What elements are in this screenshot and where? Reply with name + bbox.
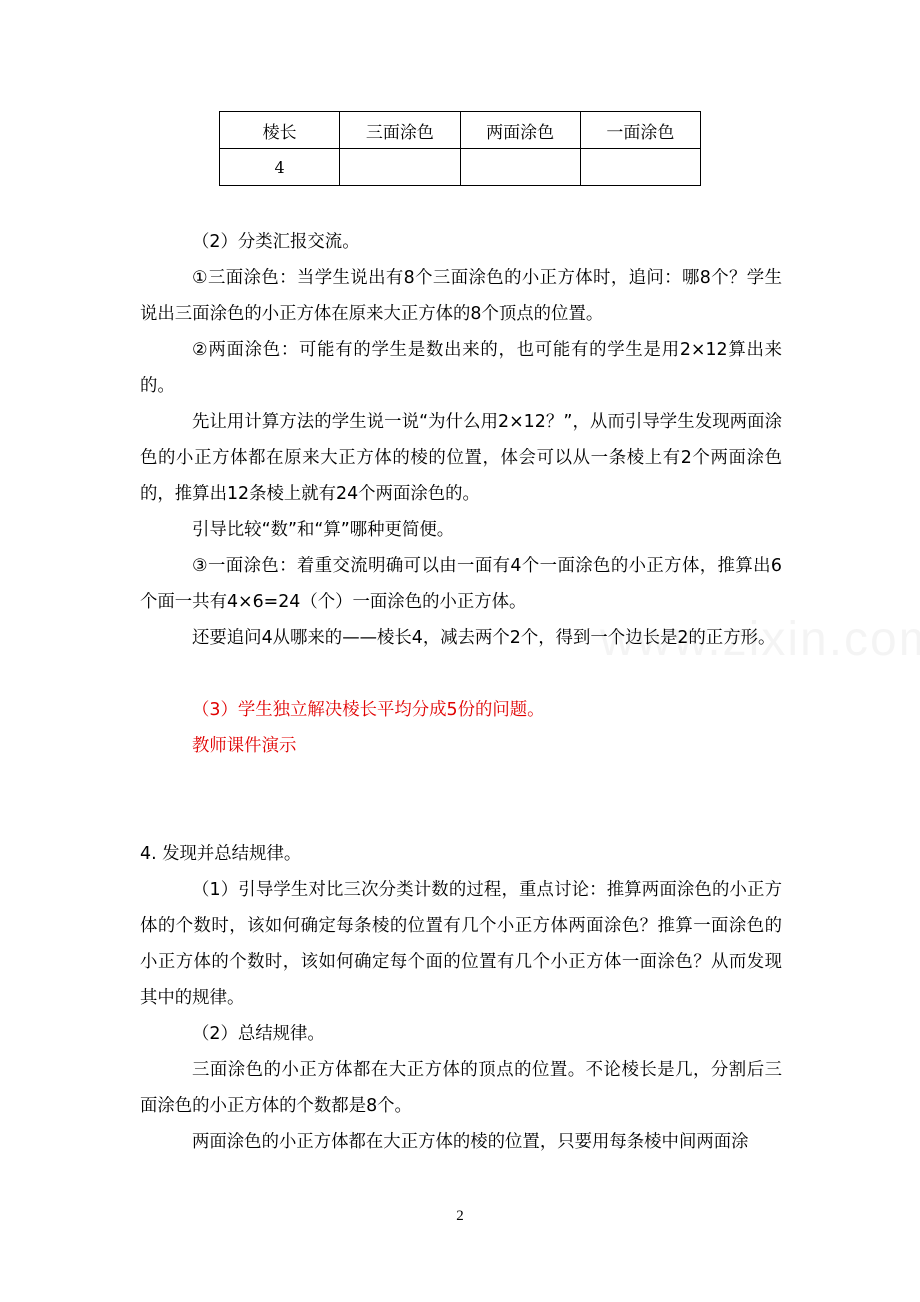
- paragraph-discussion: （1）引导学生对比三次分类计数的过程，重点讨论：推算两面涂色的小正方体的个数时，该如何确定每条棱的位置有几个小正方体两面涂色？推算一面涂色的小正方体的个数时，该如何确定每个面的位置有几个小正方体一面涂色？从而发现其中的规律。: [140, 880, 782, 1008]
- cell-three-faces: [340, 149, 460, 186]
- cell-edge-length: 4: [220, 149, 340, 186]
- page-number: 2: [456, 1208, 464, 1224]
- paragraph-three-faces: ①三面涂色：当学生说出有8个三面涂色的小正方体时，追问：哪8个？学生说出三面涂色的小正方体在原来大正方体的8个顶点的位置。: [140, 268, 782, 324]
- section-heading: 4. 发现并总结规律。: [140, 844, 302, 864]
- table-header-row: [220, 112, 701, 149]
- count-table: [219, 111, 701, 186]
- paragraph-one-face: ③一面涂色：着重交流明确可以由一面有4个一面涂色的小正方体，推算出6个面一共有4×6=24（个）一面涂色的小正方体。: [140, 556, 782, 612]
- paragraph-calculation: 先让用计算方法的学生说一说“为什么用2×12？”，从而引导学生发现两面涂色的小正方体都在原来大正方体的棱的位置，体会可以从一条棱上有2个两面涂色的，推算出12条棱上就有24个两面涂色的。: [140, 412, 782, 504]
- paragraph-rule-three-faces: 三面涂色的小正方体都在大正方体的顶点的位置。不论棱长是几，分割后三面涂色的小正方体的个数都是8个。: [140, 1060, 782, 1116]
- paragraph-rule-two-faces: 两面涂色的小正方体都在大正方体的棱的位置，只要用每条棱中间两面涂: [192, 1132, 749, 1152]
- header-edge-length: 棱长: [220, 112, 340, 149]
- table-row: [220, 149, 701, 186]
- cell-two-faces: [460, 149, 580, 186]
- header-three-faces: 三面涂色: [340, 112, 460, 149]
- paragraph-summary-heading: （2）总结规律。: [192, 1024, 325, 1044]
- paragraph-courseware-demo: 教师课件演示: [192, 736, 297, 756]
- paragraph-compare: 引导比较“数”和“算”哪种更简便。: [192, 520, 455, 540]
- paragraph-independent-task: （3）学生独立解决棱长平均分成5份的问题。: [192, 700, 545, 720]
- header-two-faces: 两面涂色: [460, 112, 580, 149]
- paragraph-report: （2）分类汇报交流。: [192, 232, 360, 252]
- header-one-face: 一面涂色: [580, 112, 700, 149]
- paragraph-follow-up: 还要追问4从哪来的——棱长4，减去两个2个，得到一个边长是2的正方形。: [192, 628, 776, 648]
- paragraph-two-faces: ②两面涂色：可能有的学生是数出来的，也可能有的学生是用2×12算出来的。: [140, 340, 782, 396]
- cell-one-face: [580, 149, 700, 186]
